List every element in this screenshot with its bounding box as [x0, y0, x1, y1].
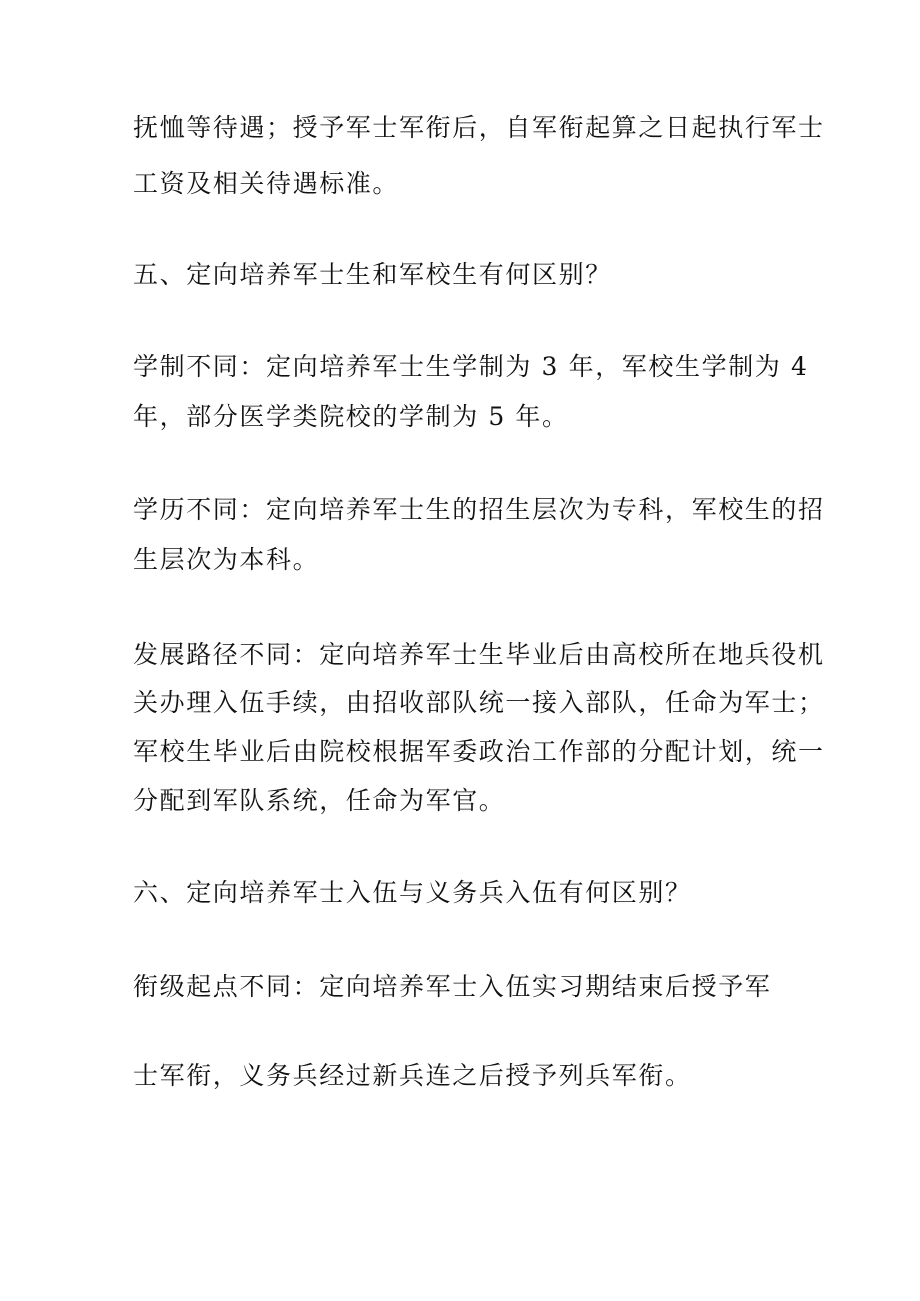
text-line: 士军衔，义务兵经过新兵连之后授予列兵军衔。	[133, 1061, 692, 1090]
text-line: 生层次为本科。	[133, 545, 320, 574]
text-line: 学制不同：定向培养军士生学制为 3 年，军校生学制为 4	[133, 352, 809, 381]
text-line: 关办理入伍手续，由招收部队统一接入部队，任命为军士；	[133, 688, 825, 717]
text-line: 发展路径不同：定向培养军士生毕业后由高校所在地兵役机	[133, 640, 825, 669]
text-line: 年，部分医学类院校的学制为 5 年。	[133, 402, 569, 431]
text-line: 学历不同：定向培养军士生的招生层次为专科，军校生的招	[133, 495, 825, 524]
section-heading: 六、定向培养军士入伍与义务兵入伍有何区别？	[133, 878, 692, 907]
text-line: 工资及相关待遇标准。	[133, 169, 400, 198]
text-line: 军校生毕业后由院校根据军委政治工作部的分配计划，统一	[133, 737, 825, 766]
text-line: 抚恤等待遇；授予军士军衔后，自军衔起算之日起执行军士	[133, 113, 825, 142]
section-heading: 五、定向培养军士生和军校生有何区别？	[133, 260, 612, 289]
text-line: 分配到军队系统，任命为军官。	[133, 786, 506, 815]
text-line: 衔级起点不同：定向培养军士入伍实习期结束后授予军	[133, 972, 772, 1001]
